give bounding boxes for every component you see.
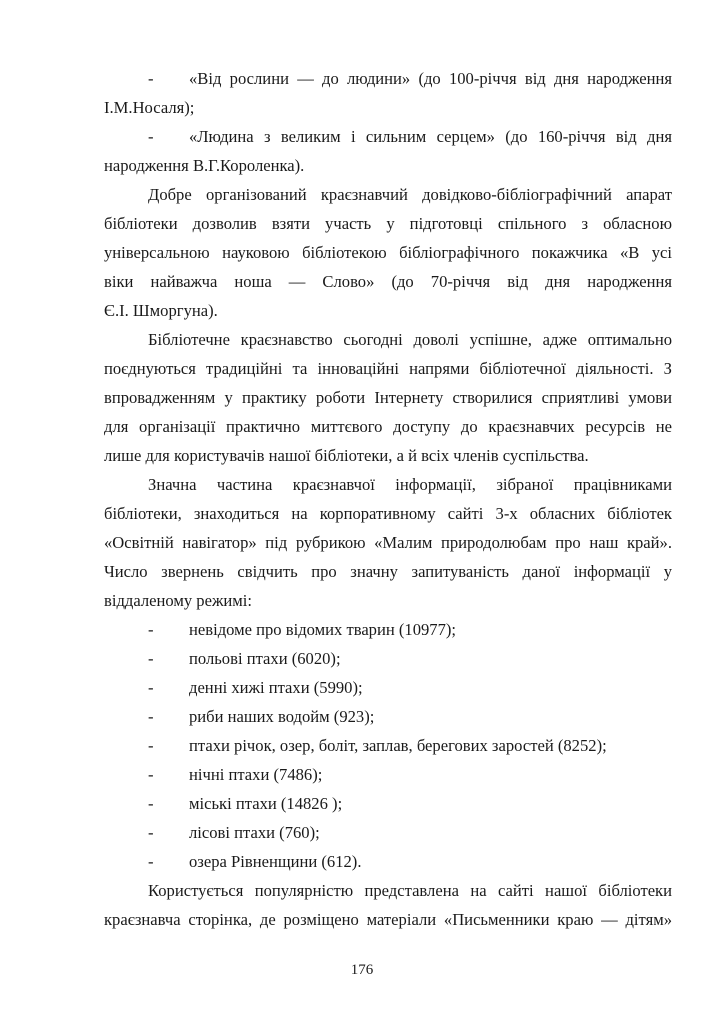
dash-marker: - [148, 794, 154, 813]
list-item-text: невідоме про відомих тварин (10977); [189, 620, 457, 639]
paragraph-line: лише для користувачів нашої бібліотеки, а й всіх членів суспільства. [104, 446, 589, 465]
paragraph-line: бібліотеки, знаходиться на корпоративному сайті 3-х обласних бібліотек [104, 504, 672, 523]
list-item-text: птахи річок, озер, боліт, заплав, берегових заростей (8252); [189, 736, 607, 755]
dash-marker: - [148, 852, 154, 871]
intro-item-continuation: народження В.Г.Короленка). [104, 156, 305, 175]
paragraph-line: Є.І. Шморгуна). [104, 301, 218, 320]
dash-marker: - [148, 678, 154, 697]
paragraph-line: Бібліотечне краєзнавство сьогодні доволі успішне, адже оптимально [148, 330, 672, 349]
list-item [104, 789, 672, 818]
list-item [104, 847, 672, 876]
list-item [104, 818, 672, 847]
paragraph-line: Значна частина краєзнавчої інформації, зібраної працівниками [148, 475, 672, 494]
list-item [104, 615, 672, 644]
paragraph-line: бібліотеки дозволив взяти участь у підготовці спільного з обласною [104, 214, 672, 233]
list-item-text: риби наших водойм (923); [189, 707, 375, 726]
paragraph-line: віддаленому режимі: [104, 591, 253, 610]
page-number: 176 [350, 962, 374, 978]
paragraph [104, 876, 672, 934]
list-item [104, 644, 672, 673]
paragraph-line: Користується популярністю представлена на сайті нашої бібліотеки [148, 881, 672, 900]
dash-marker: - [148, 765, 154, 784]
intro-item-line: «Людина з великим і сильним серцем» (до 160-річчя від дня [189, 127, 672, 146]
paragraph-line: краєзнавча сторінка, де розміщено матеріали «Письменники краю — дітям» [104, 910, 672, 929]
list-item-text: озера Рівненщини (612). [189, 852, 362, 871]
paragraph-line: Добре організований краєзнавчий довідково-бібліографічний апарат [148, 185, 672, 204]
paragraph [104, 470, 672, 615]
paragraph-line: для організації практично миттєвого доступу до краєзнавчих ресурсів не [104, 417, 672, 436]
intro-list [104, 64, 672, 180]
intro-item-continuation: І.М.Носаля); [104, 98, 195, 117]
dash-marker: - [148, 649, 154, 668]
dash-marker: - [148, 127, 154, 146]
paragraph [104, 180, 672, 325]
list-item-text: денні хижі птахи (5990); [189, 678, 363, 697]
paragraph-line: універсальною науковою бібліотекою бібліографічного покажчика «В усі [104, 243, 672, 262]
statistics-list [104, 615, 672, 876]
paragraph-line: Число звернень свідчить про значну запитуваність даної інформації у [104, 562, 672, 581]
list-item [104, 673, 672, 702]
dash-marker: - [148, 736, 154, 755]
paragraph-line: «Освітній навігатор» під рубрикою «Малим природолюбам про наш край». [104, 533, 672, 552]
dash-marker: - [148, 620, 154, 639]
paragraph-line: впровадженням у практику роботи Інтернету створилися сприятливі умови [104, 388, 672, 407]
list-item-text: польові птахи (6020); [189, 649, 341, 668]
list-item [104, 760, 672, 789]
document-page [104, 64, 672, 934]
paragraph-line: віки найважча ноша — Слово» (до 70-річчя від дня народження [104, 272, 672, 291]
intro-item-line: «Від рослини — до людини» (до 100-річчя від дня народження [189, 69, 672, 88]
list-item [104, 731, 672, 760]
dash-marker: - [148, 707, 154, 726]
intro-item [104, 64, 672, 122]
dash-marker: - [148, 823, 154, 842]
list-item-text: міські птахи (14826 ); [189, 794, 343, 813]
intro-item [104, 122, 672, 180]
paragraph-line: поєднуються традиційні та інноваційні напрями бібліотечної діяльності. З [104, 359, 672, 378]
list-item-text: лісові птахи (760); [189, 823, 320, 842]
dash-marker: - [148, 69, 154, 88]
paragraph [104, 325, 672, 470]
list-item [104, 702, 672, 731]
list-item-text: нічні птахи (7486); [189, 765, 323, 784]
